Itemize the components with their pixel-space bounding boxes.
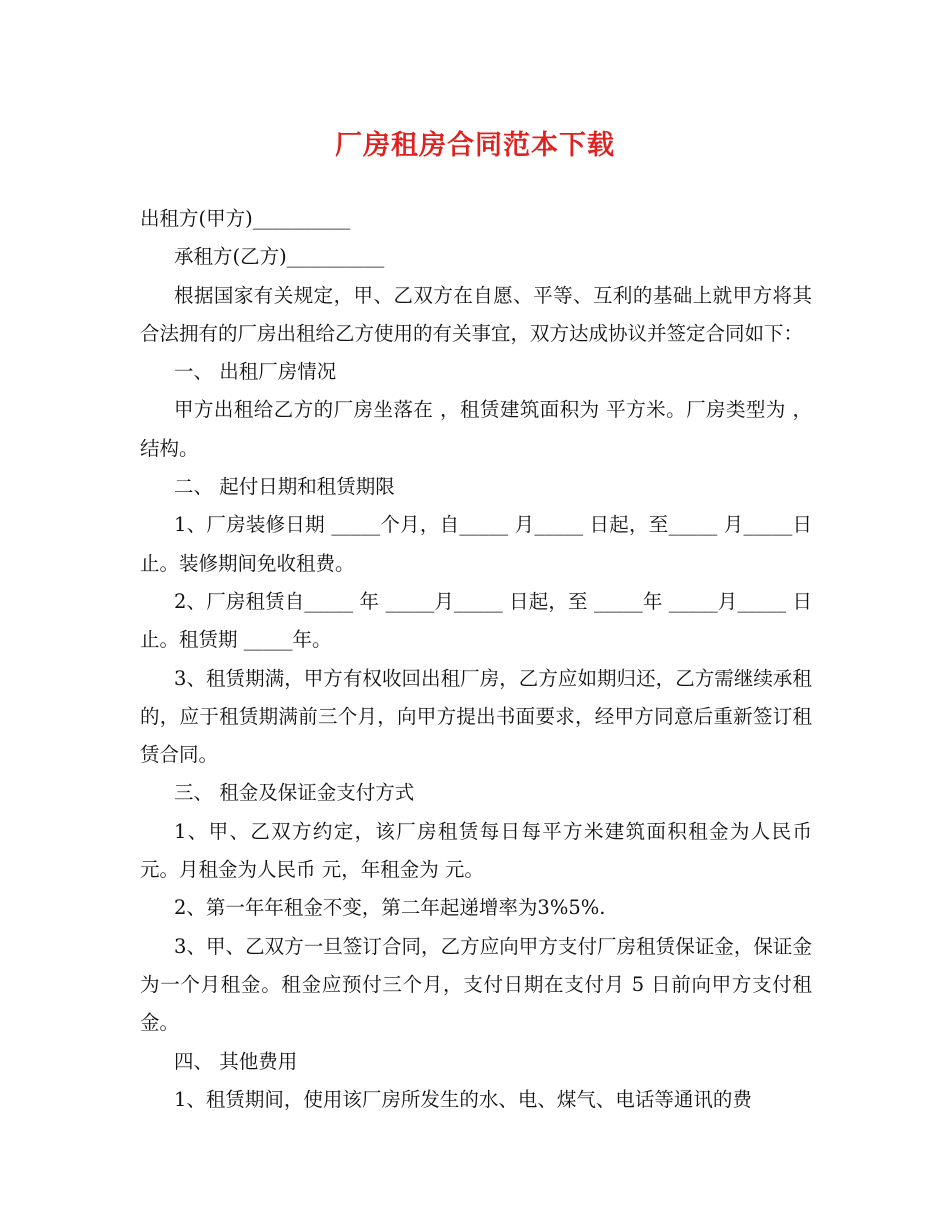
section-3-clause-1: 1、甲、乙双方约定，该厂房租赁每日每平方米建筑面积租金为人民币 元。月租金为人民币 元，年租金为 元。 [140,819,812,882]
section-heading-1: 一、 出租厂房情况 [174,360,337,384]
lessee-line: 承租方(乙方)__________ [174,245,385,269]
section-2-clause-2: 2、厂房租赁自_____ 年 _____月_____ 日起，至 _____年 _____月_____ 日止。租赁期 _____年。 [140,589,812,652]
document-title: 厂房租房合同范本下载 [335,130,615,161]
section-3-clause-3: 3、甲、乙双方一旦签订合同，乙方应向甲方支付厂房租赁保证金，保证金为一个月租金。租金应预付三个月，支付日期在支付月 5 日前向甲方支付租金。 [140,934,812,1035]
section-heading-2: 二、 起付日期和租赁期限 [174,475,395,499]
lessor-line: 出租方(甲方)__________ [140,207,351,230]
document-body [140,200,812,1119]
section-3-clause-2: 2、第一年年租金不变，第二年起递增率为3%5%. [174,896,606,920]
section-heading-4: 四、 其他费用 [174,1049,298,1073]
section-2-clause-3: 3、租赁期满，甲方有权收回出租厂房，乙方应如期归还，乙方需继续承租的，应于租赁期满前三个月，向甲方提出书面要求，经甲方同意后重新签订租赁合同。 [140,666,812,767]
section-1-paragraph: 甲方出租给乙方的厂房坐落在 ，租赁建筑面积为 平方米。厂房类型为 ， 结构。 [140,398,812,460]
section-4-clause-1: 1、租赁期间，使用该厂房所发生的水、电、煤气、电话等通讯的费 [174,1087,752,1111]
section-2-clause-1: 1、厂房装修日期 _____个月，自_____ 月_____ 日起，至_____ 月_____日止。装修期间免收租费。 [140,513,812,575]
section-heading-3: 三、 租金及保证金支付方式 [174,781,415,805]
preamble-paragraph: 根据国家有关规定，甲、乙双方在自愿、平等、互利的基础上就甲方将其合法拥有的厂房出租给乙方使用的有关事宜，双方达成协议并签定合同如下： [140,283,812,345]
